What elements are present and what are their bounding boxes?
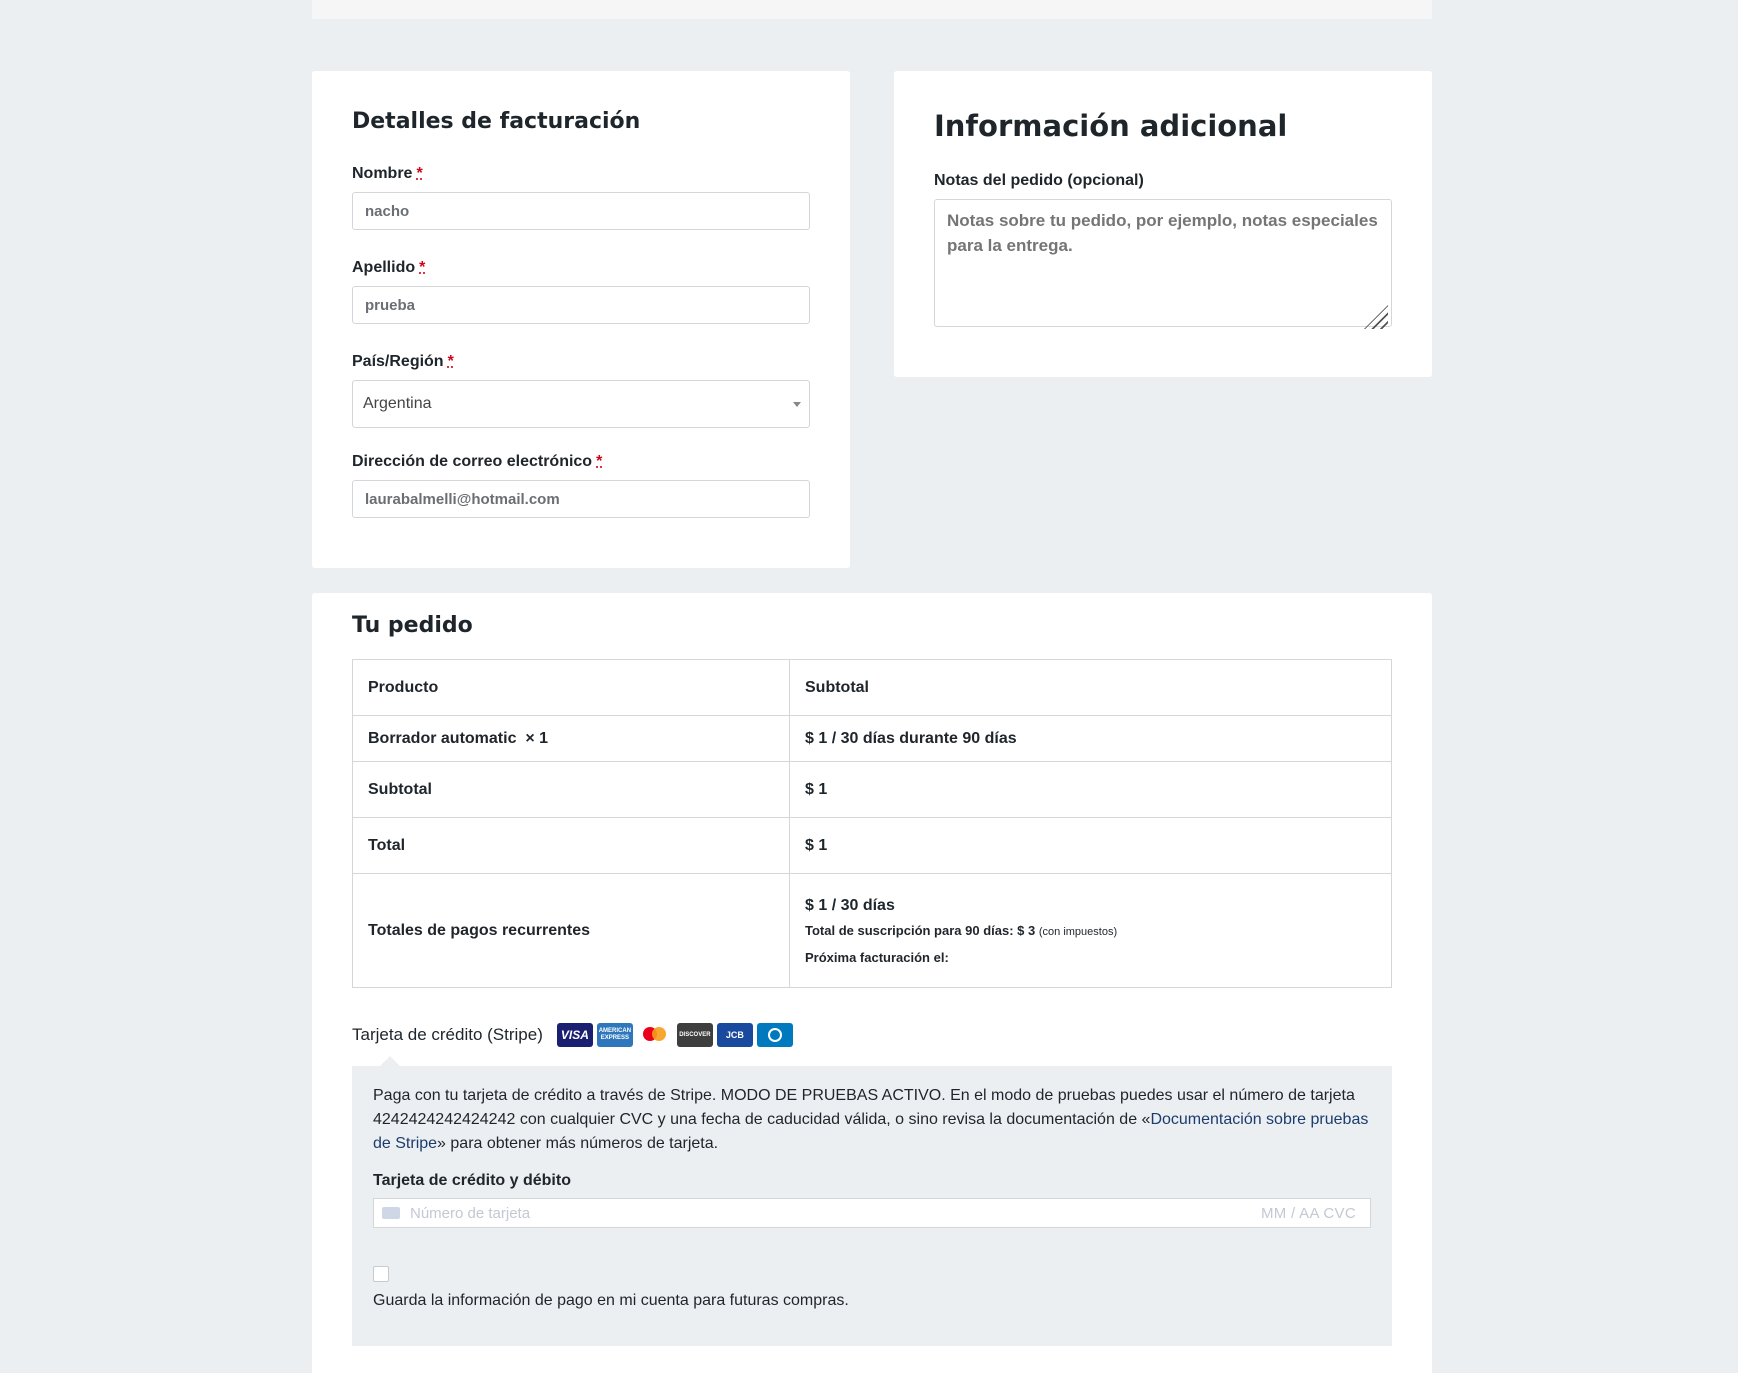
- table-row: [353, 762, 1392, 818]
- last-name-input[interactable]: [352, 286, 810, 324]
- table-row: [353, 818, 1392, 874]
- product-price: $ 1 / 30 días durante 90 días: [790, 716, 1392, 762]
- required-marker: *: [416, 165, 423, 182]
- order-title: Tu pedido: [352, 613, 473, 638]
- subtotal-value: $ 1: [790, 762, 1392, 818]
- total-value: $ 1: [790, 818, 1392, 874]
- required-marker: *: [419, 259, 426, 276]
- mastercard-icon: [637, 1023, 673, 1047]
- amex-icon: AMERICAN EXPRESS: [597, 1023, 633, 1047]
- card-brand-icons: [557, 1023, 793, 1047]
- email-label-text: Dirección de correo electrónico: [352, 453, 593, 470]
- subtotal-label: Subtotal: [353, 762, 790, 818]
- chevron-down-icon: [793, 402, 801, 407]
- first-name-label: [352, 165, 423, 183]
- product-cell: [353, 716, 790, 762]
- stripe-testing-docs-link[interactable]: Documentación sobre pruebas de Stripe: [373, 1111, 1369, 1152]
- total-label: Total: [353, 818, 790, 874]
- first-name-label-text: Nombre: [352, 165, 413, 182]
- subscription-total: Total de suscripción para 90 días: $ 3: [805, 922, 1036, 938]
- column-header-subtotal: Subtotal: [790, 660, 1392, 716]
- jcb-icon: JCB: [717, 1023, 753, 1047]
- additional-info-card: [894, 71, 1432, 377]
- card-number-placeholder: Número de tarjeta: [410, 1204, 531, 1222]
- card-field-label: Tarjeta de crédito y débito: [373, 1172, 571, 1189]
- order-notes-textarea[interactable]: [934, 199, 1392, 327]
- country-label-text: País/Región: [352, 353, 444, 370]
- payment-box: [352, 1066, 1392, 1346]
- recurring-amount: $ 1 / 30 días: [805, 896, 895, 914]
- next-billing: Próxima facturación el:: [805, 949, 949, 965]
- save-payment-label: Guarda la información de pago en mi cuenta para futuras compras.: [373, 1292, 849, 1309]
- last-name-label-text: Apellido: [352, 259, 416, 276]
- billing-title: Detalles de facturación: [352, 109, 641, 134]
- country-label: [352, 353, 454, 371]
- card-icon: [382, 1207, 400, 1219]
- payment-description-tail: » para obtener más números de tarjeta.: [437, 1135, 719, 1152]
- discover-icon: DISCOVER: [677, 1023, 713, 1047]
- column-header-product: Producto: [353, 660, 790, 716]
- last-name-label: [352, 259, 425, 277]
- card-number-input[interactable]: [373, 1198, 1371, 1228]
- order-notes-label: Notas del pedido (opcional): [934, 172, 1144, 189]
- diners-club-icon: [757, 1023, 793, 1047]
- save-payment-checkbox[interactable]: [373, 1266, 389, 1282]
- tax-note: (con impuestos): [1038, 925, 1118, 938]
- order-review-table: [352, 659, 1392, 988]
- required-marker: *: [596, 453, 603, 470]
- table-header-row: [353, 660, 1392, 716]
- email-input[interactable]: [352, 480, 810, 518]
- order-card: [312, 593, 1432, 1373]
- billing-details-card: [312, 71, 850, 568]
- payment-description-text: Paga con tu tarjeta de crédito a través de Stripe. MODO DE PRUEBAS ACTIVO. En el modo de pruebas puedes usar el número de tarjeta 4242424242424242 con cualquier CVC y una fecha de caducidad válida, o sino revisa la documentación de «: [373, 1087, 1355, 1128]
- product-quantity: × 1: [525, 729, 549, 747]
- subscription-total-line: [805, 923, 1376, 938]
- additional-info-title: Información adicional: [934, 109, 1288, 143]
- recurring-totals-cell: [790, 874, 1392, 988]
- recurring-totals-label: Totales de pagos recurrentes: [353, 874, 790, 988]
- required-marker: *: [447, 353, 454, 370]
- payment-method-label: Tarjeta de crédito (Stripe): [352, 1025, 543, 1044]
- first-name-input[interactable]: [352, 192, 810, 230]
- email-label: [352, 453, 602, 471]
- payment-description: [373, 1084, 1371, 1156]
- card-expiry-cvc-placeholder: MM / AA CVC: [1261, 1205, 1356, 1222]
- country-select[interactable]: [352, 380, 810, 428]
- table-row: [353, 874, 1392, 988]
- top-bar: [312, 0, 1432, 19]
- country-selected-value: Argentina: [363, 395, 432, 412]
- payment-method-stripe[interactable]: [352, 1023, 793, 1047]
- table-row: [353, 716, 1392, 762]
- product-name: Borrador automatic: [368, 729, 517, 747]
- visa-icon: VISA: [557, 1023, 593, 1047]
